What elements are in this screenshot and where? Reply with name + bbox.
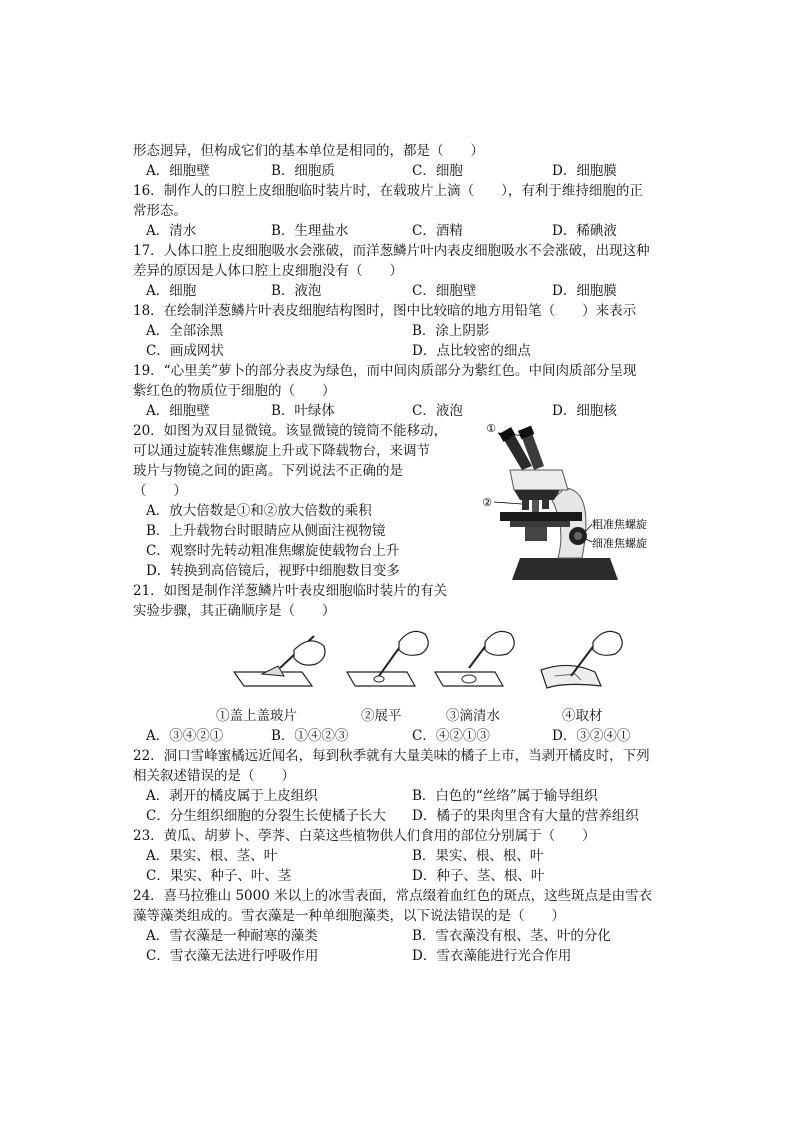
label-coarse-focus: 粗准焦螺旋 [592,518,647,531]
step3-caption: ③滴清水 [446,708,500,724]
q20-stem-line1: 20．如图为双目显微镜。该显微镜的镜筒不能移动， [133,423,448,439]
q21-stem-line1: 21．如图是制作洋葱鳞片叶表皮细胞临时装片的有关 [133,583,448,599]
q24-stem-line2: 藻等藻类组成的。雪衣藻是一种单细胞藻类，以下说法错误的是（ ） [133,908,565,924]
q15-option-a[interactable]: A．细胞壁 [146,163,210,179]
q21-stem-line2: 实验步骤，其正确顺序是（ ） [133,603,336,619]
q17-option-c[interactable]: C．细胞壁 [412,283,477,299]
q20-stem-line3: 玻片与物镜之间的距离。下列说法不正确的是 [133,463,403,479]
step2-illustration [345,624,435,692]
objective-lens [522,500,529,510]
q21-option-a[interactable]: A．③④②① [146,728,224,744]
onion-epidermis [374,676,384,682]
q22-stem-line1: 22．洞口雪峰蜜橘远近闻名，每到秋季就有大量美味的橘子上市，当剥开橘皮时，下列 [133,748,650,764]
step2-caption: ②展平 [361,708,402,724]
microscope-base [512,558,618,580]
fine-focus-knob [574,532,582,540]
objective-lens [532,500,539,512]
q21-option-b[interactable]: B．①④②③ [271,728,349,744]
q22-option-d[interactable]: D．橘子的果肉里含有大量的营养组织 [412,808,639,824]
glass-slide [435,672,503,686]
q15-stem: 形态迥异，但构成它们的基本单位是相同的，都是（ ） [133,143,484,159]
microscope-stage [500,512,582,521]
water-drop [462,675,476,683]
step4-illustration [535,624,635,692]
q18-option-a[interactable]: A．全部涂黑 [146,323,224,339]
q15-option-c[interactable]: C．细胞 [412,163,463,179]
q18-option-b[interactable]: B．涂上阴影 [412,323,490,339]
q20-option-d[interactable]: D．转换到高倍镜后，视野中细胞数目变多 [146,563,400,579]
q21-option-d[interactable]: D．③②④① [552,728,631,744]
q18-option-c[interactable]: C．画成网状 [146,343,224,359]
q16-stem-line2: 常形态。 [133,203,187,219]
q20-stem-line4: （ ） [133,483,187,499]
label-fine-focus: 细准焦螺旋 [592,537,647,550]
q24-stem-line1: 24．喜马拉雅山 5000 米以上的冰雪表面，常点缀着血红色的斑点，这些斑点是由雪衣 [133,888,653,904]
q19-stem-line1: 19．“心里美”萝卜的部分表皮为绿色，而中间肉质部分为紫红色。中间肉质部分呈现 [133,363,637,379]
q17-option-d[interactable]: D．细胞膜 [552,283,617,299]
nosepiece [514,490,560,500]
stage-support [510,521,570,527]
q19-stem-line2: 紫红色的物质位于细胞的（ ） [133,383,336,399]
q22-option-a[interactable]: A．剥开的橘皮属于上皮组织 [146,788,318,804]
q23-option-b[interactable]: B．果实、根、根、叶 [412,848,544,864]
q22-stem-line2: 相关叙述错误的是（ ） [133,768,295,784]
q22-option-b[interactable]: B．白色的“丝络”属于输导组织 [412,788,598,804]
q16-option-c[interactable]: C．酒精 [412,223,463,239]
condenser [525,527,547,541]
hand [485,631,514,655]
q24-option-d[interactable]: D．雪衣藻能进行光合作用 [412,948,572,964]
q23-option-c[interactable]: C．果实、种子、叶、茎 [146,868,292,884]
q17-option-a[interactable]: A．细胞 [146,283,197,299]
onion-scale [541,665,601,688]
q20-stem-line2: 可以通过旋转准焦螺旋上升或下降载物台，来调节 [133,443,430,459]
q19-option-b[interactable]: B．叶绿体 [271,403,335,419]
step1-caption: ①盖上盖玻片 [216,708,297,724]
q19-option-a[interactable]: A．细胞壁 [146,403,210,419]
q16-option-d[interactable]: D．稀碘液 [552,223,617,239]
q19-option-c[interactable]: C．液泡 [412,403,463,419]
q24-option-a[interactable]: A．雪衣藻是一种耐寒的藻类 [146,928,318,944]
q20-option-a[interactable]: A．放大倍数是①和②放大倍数的乘积 [146,503,372,519]
step1-illustration [232,628,332,692]
step3-illustration [433,624,523,692]
q20-option-b[interactable]: B．上升载物台时眼睛应从侧面注视物镜 [146,523,386,539]
microscope-figure [470,418,660,586]
hand [593,631,622,655]
q24-option-c[interactable]: C．雪衣藻无法进行呼吸作用 [146,948,319,964]
label-objective: ② [482,496,492,509]
hand [399,631,428,655]
q18-option-d[interactable]: D．点比较密的细点 [412,343,531,359]
q17-stem-line2: 差异的原因是人体口腔上皮细胞没有（ ） [133,263,403,279]
q20-option-c[interactable]: C．观察时先转动粗准焦螺旋使载物台上升 [146,543,400,559]
q15-option-d[interactable]: D．细胞膜 [552,163,617,179]
q15-option-b[interactable]: B．细胞质 [271,163,335,179]
q23-option-a[interactable]: A．果实、根、茎、叶 [146,848,278,864]
q16-option-b[interactable]: B．生理盐水 [271,223,349,239]
hand [294,641,325,665]
q21-option-c[interactable]: C．④②①③ [412,728,490,744]
q22-option-c[interactable]: C．分生组织细胞的分裂生长使橘子长大 [146,808,386,824]
q23-option-d[interactable]: D．种子、茎、根、叶 [412,868,545,884]
q16-stem-line1: 16．制作人的口腔上皮细胞临时装片时，在载玻片上滴（ ），有利于维持细胞的正 [133,183,643,199]
q18-stem-line1: 18．在绘制洋葱鳞片叶表皮细胞结构图时，图中比较暗的地方用铅笔（ ）来表示 [133,303,637,319]
q24-option-b[interactable]: B．雪衣藻没有根、茎、叶的分化 [412,928,611,944]
label-eyepiece: ① [486,422,496,435]
q17-option-b[interactable]: B．液泡 [271,283,322,299]
q17-stem-line1: 17．人体口腔上皮细胞吸水会涨破，而洋葱鳞片叶内表皮细胞吸水不会涨破，出现这种 [133,243,650,259]
microscope-head [510,470,568,490]
step4-caption: ④取材 [562,708,603,724]
objective-lens [542,500,549,509]
q16-option-a[interactable]: A．清水 [146,223,197,239]
q23-stem-line1: 23．黄瓜、胡萝卜、荸荠、白菜这些植物供人们食用的部位分别属于（ ） [133,828,596,844]
q19-option-d[interactable]: D．细胞核 [552,403,617,419]
